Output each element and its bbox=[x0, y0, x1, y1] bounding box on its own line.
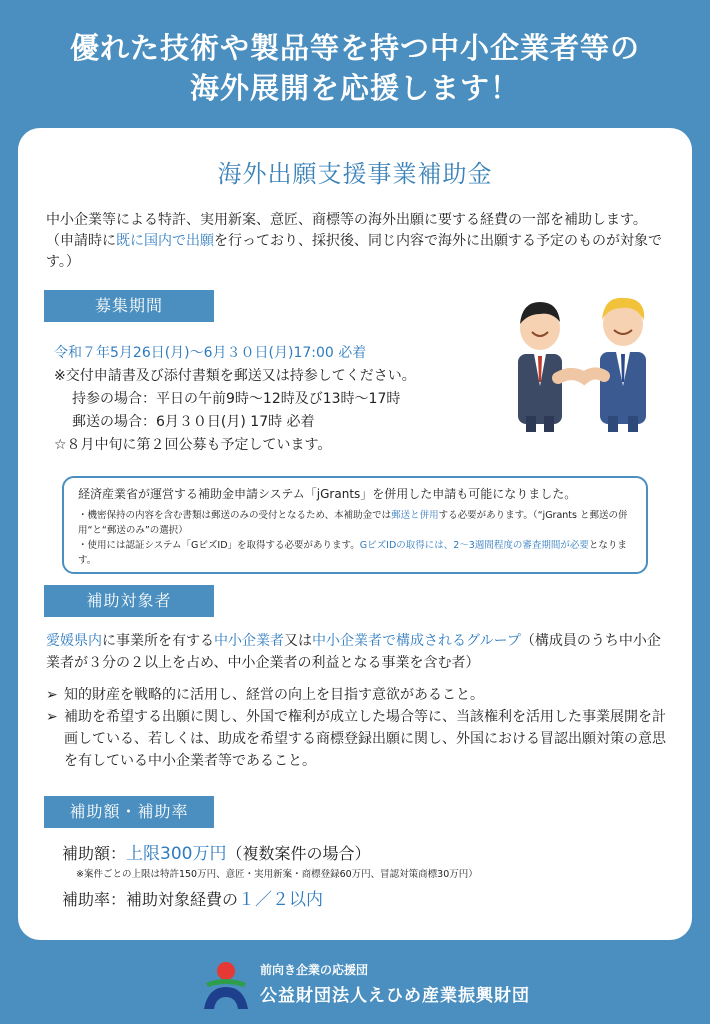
bullet-arrow-icon: ➢ bbox=[46, 709, 58, 725]
amount-limit-suffix: （複数案件の場合） bbox=[226, 844, 371, 863]
target-highlight-group: 中小企業者で構成されるグループ bbox=[312, 633, 521, 649]
footer-org-name: 公益財団法人えひめ産業振興財団 bbox=[260, 986, 530, 1006]
section-heading-target: 補助対象者 bbox=[44, 585, 214, 617]
amount-rate-label: 補助率：補助対象経費の bbox=[62, 890, 239, 909]
bullet-arrow-icon: ➢ bbox=[46, 687, 58, 703]
card-title: 海外出願支援事業補助金 bbox=[217, 160, 493, 188]
intro-text-2: を行っており、採択後、同じ内容で海外に出願する予定のものが対象です。） bbox=[46, 233, 662, 270]
banner-title bbox=[0, 28, 710, 108]
period-second-call: ☆８月中旬に第２回公募も予定しています。 bbox=[54, 437, 332, 453]
target-text-1: に事業所を有する bbox=[102, 633, 214, 649]
amount-details bbox=[62, 842, 662, 912]
banner-line-2: 海外展開を応援します！ bbox=[189, 71, 520, 105]
period-details bbox=[54, 342, 474, 457]
section-heading-amount: 補助額・補助率 bbox=[44, 796, 214, 828]
target-text-2: 又は bbox=[284, 633, 312, 649]
jgrants-note-2-text-b: となります。 bbox=[78, 540, 627, 566]
period-bring: 持参の場合：平日の午前9時～12時及び13時～17時 bbox=[72, 391, 401, 407]
criteria-text-2: 補助を希望する出願に関し、外国で権利が成立した場合等に、当該権利を活用した事業展開を計画している、若しくは、助成を希望する商標登録出願に関し、外国における冒認出願対策の意思を有している中小企業者等であること。 bbox=[64, 709, 666, 769]
amount-note: ※案件ごとの上限は特許150万円、意匠・実用新案・商標登録60万円、冒認対策商標30万円） bbox=[76, 869, 478, 880]
intro-paragraph bbox=[46, 210, 666, 273]
period-mail: 郵送の場合：6月３０日(月) 17時 必着 bbox=[72, 414, 315, 430]
jgrants-note-1-highlight: 郵送と併用 bbox=[391, 510, 439, 521]
section-heading-period: 募集期間 bbox=[44, 290, 214, 322]
jgrants-note-2 bbox=[78, 538, 632, 568]
handshake-hands bbox=[558, 373, 604, 378]
amount-limit: 上限300万円 bbox=[126, 844, 227, 864]
intro-text-1: 中小企業等による特許、実用新案、意匠、商標等の海外出願に要する経費の一部を補助します。（申請時に bbox=[46, 212, 647, 249]
handshake-illustration bbox=[496, 286, 666, 436]
jgrants-note-2-text-a: ・使用には認証システム「GビズID」を取得する必要があります。 bbox=[78, 540, 360, 551]
banner-line-1: 優れた技術や製品等を持つ中小企業者等の bbox=[69, 31, 640, 65]
list-item bbox=[46, 706, 671, 772]
businessman-left bbox=[518, 302, 562, 432]
businessman-right bbox=[600, 298, 646, 432]
footer bbox=[0, 955, 710, 1015]
amount-label: 補助額： bbox=[62, 844, 127, 863]
criteria-text-1: 知的財産を戦略的に活用し、経営の向上を目指す意欲があること。 bbox=[64, 687, 484, 703]
period-submit-note: ※交付申請書及び添付書類を郵送又は持参してください。 bbox=[54, 368, 416, 384]
list-item bbox=[46, 684, 671, 706]
period-deadline: 令和７年5月26日(月)～6月３０日(月)17:00 必着 bbox=[54, 345, 367, 361]
target-criteria-list bbox=[46, 684, 671, 772]
amount-rate-line bbox=[62, 888, 662, 912]
jgrants-note-1 bbox=[78, 508, 632, 538]
jgrants-lead: 経済産業省が運営する補助金申請システム「jGrants」を併用した申請も可能になりました。 bbox=[78, 487, 577, 501]
intro-highlight: 既に国内で出願 bbox=[116, 233, 214, 249]
target-text-3: （構成員のうち中小企業者が３分の２以上を占め、中小企業者の利益となる事業を含む者） bbox=[46, 633, 661, 671]
foundation-logo-icon bbox=[200, 959, 252, 1011]
target-highlight-sme: 中小企業者 bbox=[214, 633, 284, 649]
jgrants-note-1-text-b: する必要があります。（“jGrants と郵送の併用“と“郵送のみ”の選択） bbox=[78, 510, 628, 536]
target-description bbox=[46, 630, 671, 674]
footer-tagline: 前向き企業の応援団 bbox=[260, 963, 369, 977]
jgrants-notice-box bbox=[62, 476, 648, 574]
jgrants-note-2-highlight: GビズIDの取得には、2～3週間程度の審査期間が必要 bbox=[359, 540, 589, 551]
amount-rate: １／２以内 bbox=[238, 890, 324, 910]
amount-limit-line bbox=[62, 842, 662, 866]
jgrants-note-1-text-a: ・機密保持の内容を含む書類は郵送のみの受付となるため、本補助金では bbox=[78, 510, 392, 521]
target-highlight-region: 愛媛県内 bbox=[46, 633, 102, 649]
content-card bbox=[18, 128, 692, 940]
